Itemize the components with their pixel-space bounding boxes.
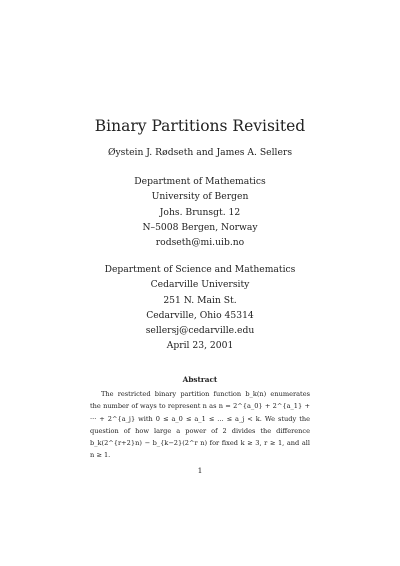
affiliation-line: Cedarville University (150, 279, 250, 291)
affiliation-line: Johs. Brunsgt. 12 (159, 206, 241, 218)
author-line: Øystein J. Rødseth and James A. Sellers (107, 147, 293, 158)
author-email: rodseth@mi.uib.no (155, 237, 245, 249)
affiliation-line: 251 N. Main St. (163, 294, 237, 306)
affiliation-bergen (0, 174, 400, 250)
author-email: sellersj@cedarville.edu (145, 325, 255, 337)
paper-title: Binary Partitions Revisited (94, 117, 306, 135)
affiliation-line: Department of Mathematics (134, 176, 266, 187)
affiliation-cedarville (0, 262, 400, 338)
abstract-body: The restricted binary partition function b_k(n) enumerates the number of ways to represent n as n = 2^{a_0} + 2^{a_1} + ··· + 2^{a_j} with 0 ≤ a_0 ≤ a_1 ≤ ... ≤ a_j < k. We study the question of how large a power of 2 divides the difference b_k(2^{r+2}n) − b_{k−2}(2^r n) for fixed k ≥ 3, r ≥ 1, and all n ≥ 1. (90, 390, 310, 460)
affiliation-line: Department of Science and Mathematics (104, 264, 296, 275)
affiliation-line: University of Bergen (151, 191, 249, 203)
abstract-heading: Abstract (182, 375, 218, 384)
page-number: 1 (197, 466, 203, 475)
affiliation-line: N–5008 Bergen, Norway (142, 221, 258, 233)
affiliation-line: Cedarville, Ohio 45314 (146, 309, 254, 321)
paper-date: April 23, 2001 (166, 340, 234, 351)
